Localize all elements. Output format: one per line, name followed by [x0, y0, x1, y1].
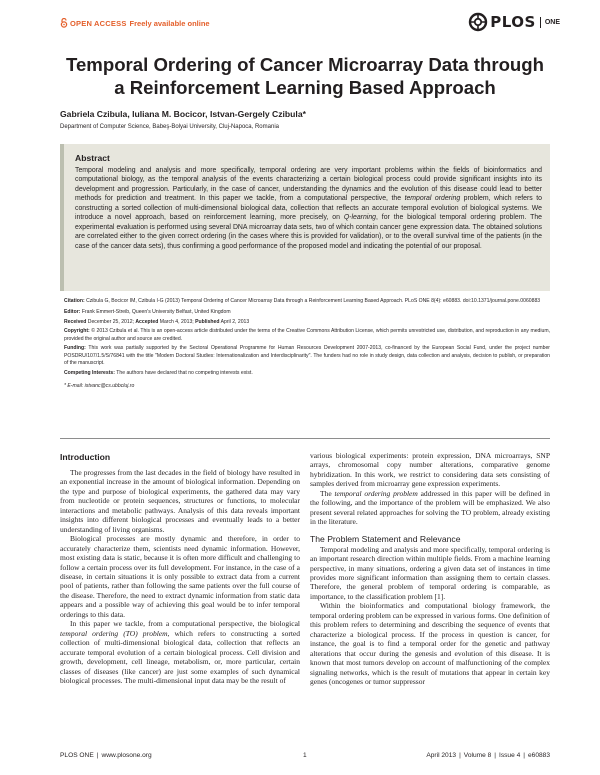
author-affiliation: Department of Computer Science, Babeş-Bolyai University, Cluj-Napoca, Romania	[60, 124, 279, 130]
open-access-banner	[60, 18, 210, 28]
abstract-emphasis-q-learning: Q-learning	[343, 214, 376, 222]
publication-dates: Received December 25, 2012; Accepted March 4, 2013; Published April 2, 2013	[64, 318, 250, 325]
footer-url[interactable]: www.plosone.org	[101, 752, 152, 759]
body-paragraph: The temporal ordering problem addressed in this paper will be defined in the following, and the importance of the problem will be emphasized. We also present several related approaches for solving the TO problem, already existing in the literature.	[310, 488, 551, 527]
abstract-side-bar	[60, 144, 64, 291]
body-paragraph: Temporal modeling and analysis and more specifically, temporal ordering is an important research direction within multiple fields. From a machine learning perspective, in many situations, ordering a given data set of instances in time provides more significant information than assigning them to certain classes. Therefore, the general problem of temporal ordering is comparable, as importance, to the classification problem [1].	[310, 544, 550, 601]
author-list: Gabriela Czibula, Iuliana M. Bocicor, Istvan-Gergely Czibula*	[60, 109, 306, 119]
plos-wordmark: PLOS	[490, 13, 536, 31]
copyright: Copyright: © 2013 Czibula et al. This is an open-access article distributed under the terms of the Creative Commons Attribution License, which permits unrestricted use, distribution, and reproduction in any medium, provided the original author and source are credited.	[64, 328, 550, 342]
body-column-right	[310, 451, 550, 686]
journal-name-one: ONE	[544, 18, 560, 26]
freely-available-label: Freely available online	[129, 18, 210, 28]
article-metadata	[64, 298, 550, 390]
body-column-left	[60, 452, 300, 685]
editor: Editor: Frank Emmert-Streib, Queen's University Belfast, United Kingdom	[64, 308, 231, 315]
abstract-text: Temporal modeling and analysis and more specifically, temporal ordering are very important problems within the fields of bioinformatics and computational biology, as the temporal analysis of the events characterizing a certain biological process could provide significant insights into its development and progression. Particularly, in the case of cancer, understanding the dynamics and the evolution of this disease could lead to better methods for prediction and treatment. In this paper we tackle, from a computational perspective, the temporal ordering problem, which refers to constructing a sorted collection of multi-dimensional biological data, collection that reflects an accurate temporal evolution of biological systems. We introduce a novel approach, based on reinforcement learning, more precisely, on Q-learning, for the biological temporal ordering problem. The experimental evaluation is performed using several DNA microarray data sets, two of which contain cancer gene expression data. The obtained solutions are correlated either to the given correct ordering (in the cases where this is provided for validation), or to the overall survival time of the patients (in the case of the cancer data sets), thus confirming a good performance of the proposed model and indicating the potential of our proposal.	[75, 167, 542, 250]
open-access-lock-icon	[60, 18, 68, 28]
abstract-box	[60, 144, 550, 291]
funding: Funding: This work was partially supported by the Sectoral Operational Programme for Human Resources Development 2007-2013, co-financed by the European Social Fund, under the project number POSDRU/107/1.5/S/76841 with the title "Modern Doctoral Studies: Internationalization and Interdisciplinarity". The funders had no role in study design, data collection and analysis, decision to publish, or preparation of the manuscript.	[64, 345, 550, 367]
footer-journal: PLOS ONE | www.plosone.org	[60, 752, 152, 759]
introduction-heading: Introduction	[60, 452, 111, 462]
footer-issue-info: April 2013 | Volume 8 | Issue 4 | e60883	[426, 752, 550, 759]
body-paragraph: various biological experiments: protein expression, DNA microarrays, SNP arrays, chromosomal copy number alterations, comparative genome hybridization. In this work, we restrict to considering data sets consisting of samples derived from microarray gene expression experiments.	[310, 451, 550, 489]
corresponding-email: * E-mail: istvanc@cs.ubbcluj.ro	[64, 383, 135, 390]
abstract-heading: Abstract	[75, 153, 110, 163]
body-paragraph: In this paper we tackle, from a computational perspective, the biological temporal ordering (TO) problem, which refers to constructing a sorted collection of multi-dimensional biological data, collection that reflects an accurate temporal evolution of a certain biological process. Cell division and growth, development, cell lineage, metabolism, or, more particular, certain classes of diseases (like cancer) are just some examples of such dynamical biological processes. The multi-dimensional input data may be the result of	[60, 619, 300, 685]
section-divider	[60, 438, 550, 439]
body-paragraph: The progresses from the last decades in the field of biology have resulted in an exponential increase in the amount of biological information. Depending on the type and purpose of biological experiments, the gathered data may vary from nucleotide or protein sequences, structures or functions, to molecular interactions and metabolic pathways. Analysis of this data reveals important insights into different biological processes and eventually leads to a better understanding of living organisms.	[60, 468, 300, 534]
abstract-emphasis-temporal-ordering: temporal ordering	[404, 195, 461, 203]
footer-journal-name: PLOS ONE	[60, 752, 94, 759]
open-access-label: OPEN ACCESS	[70, 18, 127, 28]
competing-interests: Competing Interests: The authors have declared that no competing interests exist.	[64, 369, 253, 376]
page-number: 1	[303, 752, 307, 759]
citation: Citation: Czibula G, Bocicor IM, Czibula I-G (2013) Temporal Ordering of Cancer Microarray Data through a Reinforcement Learning Based Approach. PLoS ONE 8(4): e60883. doi:10.1371/journal.pone.0060883	[64, 298, 541, 304]
plos-logo-icon	[468, 12, 488, 32]
article-title: Temporal Ordering of Cancer Microarray Data through a Reinforcement Learning Based Approach	[65, 54, 545, 98]
problem-statement-heading: The Problem Statement and Relevance	[310, 533, 461, 544]
logo-separator	[540, 17, 541, 28]
body-paragraph: Biological processes are mostly dynamic and therefore, in order to accurately characterize them, scientists need dynamic information. However, most existing data is static, because it is often more difficult and challenging to follow a certain process over its full development. For instance, in the case of a disease, in certain situations it is only possible to extract data from a current pool of patients, rather than following the same patients over the full course of the disease. Therefore, the need to extract dynamic information from static data appears and a possible way of achieving this goal would be to infer temporal orderings to this data.	[60, 534, 300, 619]
body-paragraph: Within the bioinformatics and computational biology framework, the temporal ordering problem can be expressed in various forms. One definition of this problem refers to determining and describing the sequence of events that characterize a biological process. If the process in question is cancer, for instance, the goal is to find a temporal order for the genetic and pathway alterations that occur during the genesis and evolution of this disease. It is known that most tumors develop on account of malfunctioning of the complex signaling networks, which is the result of mutations that appear in certain key genes (oncogenes or tumor suppressor	[310, 601, 550, 686]
plos-one-logo	[468, 12, 560, 32]
